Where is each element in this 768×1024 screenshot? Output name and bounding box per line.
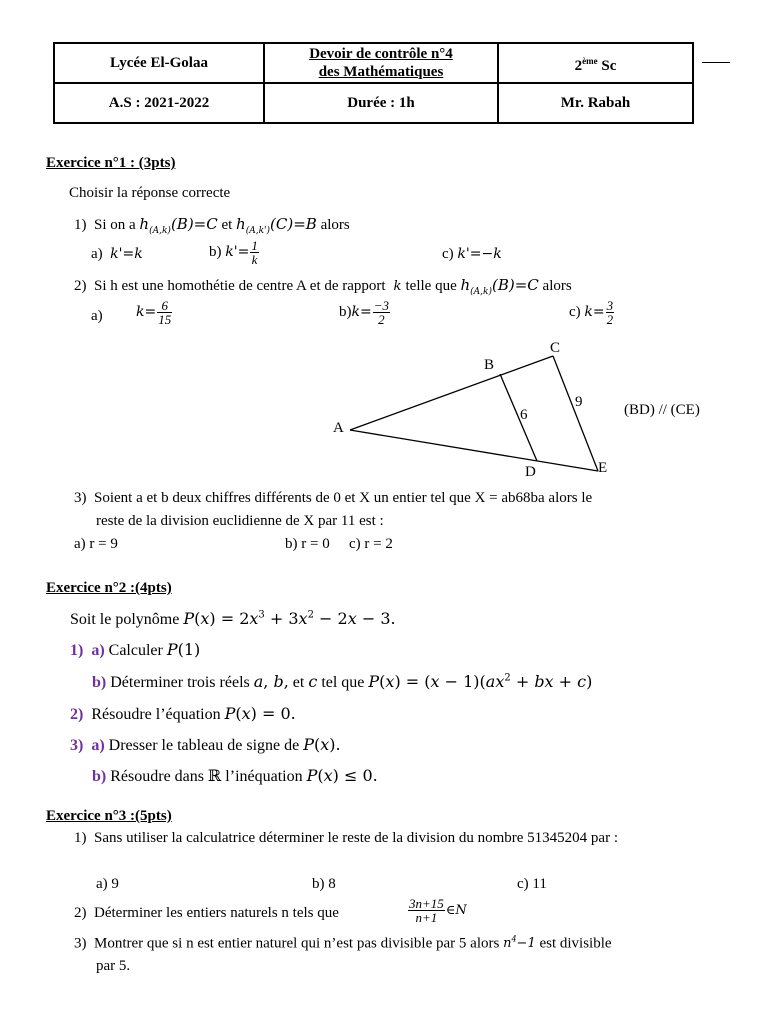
ex1-q2-option-b: b)k= $\frac{-3}{2}$ <box>339 298 389 327</box>
ex1-q3-line1: 3) Soient a et b deux chiffres différents de 0 et X un entier tel que X = ab68ba alors le <box>74 490 593 506</box>
point-E-label: E <box>598 460 608 476</box>
ex3-q1-option-c: c) 11 <box>517 876 547 892</box>
segment-BD <box>500 374 537 461</box>
ex1-q2-option-c: c) k= $\frac{3}{2}$ <box>569 298 614 327</box>
point-C-label: C <box>550 340 561 356</box>
length-CE-label: 9 <box>575 394 583 410</box>
ex3-q2-fraction: $\frac{3n+15}{n+1}$ ∈N <box>409 896 467 925</box>
ex1-q1-option-b: b) k'= $\frac{1}{k}$ <box>209 238 258 267</box>
ex2-intro: Soit le polynôme $P(x) = 2x^3 + 3x^2 - 2x - 3$. <box>70 609 396 628</box>
teacher-name: Mr. Rabah <box>498 83 693 123</box>
ex3-q3-line2: par 5. <box>96 958 131 974</box>
point-B-label: B <box>484 357 495 373</box>
ex3-q2: 2) Déterminer les entiers naturels n tels que <box>74 905 339 921</box>
ex1-title: Exercice n°1 : (3pts) <box>46 155 176 171</box>
class-level: 2ème Sc <box>498 43 693 83</box>
school-name: Lycée El-Golaa <box>54 43 264 83</box>
ex1-q3-option-c: c) r = 2 <box>349 536 393 552</box>
ex1-q1-option-c: c) k'=−k <box>442 246 502 262</box>
exam-title-line2: des Mathématiques <box>318 64 444 80</box>
ex3-title: Exercice n°3 :(5pts) <box>46 808 172 824</box>
ex1-q2: 2) Si h est une homothétie de centre A et de rapport k telle que $h_{(A,k)}(B)=C$ alors <box>74 276 572 297</box>
ex1-q2-option-a: a) <box>91 308 103 324</box>
school-year: A.S : 2021-2022 <box>54 83 264 123</box>
ex2-q1b: b) Déterminer trois réels a, b, et c tel que $P(x) = (x - 1)(ax^2$ + bx + c) <box>92 672 593 691</box>
ex3-q1: 1) Sans utiliser la calculatrice déterminer le reste de la division du nombre 51345204 par : <box>74 830 619 846</box>
ex1-q3-option-b: b) r = 0 <box>285 536 330 552</box>
ex1-q2-option-a-value: k= $\frac{6}{15}$ <box>136 298 172 327</box>
segment-CE <box>553 356 598 471</box>
ex3-q1-option-b: b) 8 <box>312 876 336 892</box>
parallel-note: (BD) // (CE) <box>624 402 700 418</box>
point-A-label: A <box>333 420 344 436</box>
ex3-q1-option-a: a) 9 <box>96 876 119 892</box>
ex2-q1a: 1) a) Calculer P(1) <box>70 640 201 659</box>
point-D-label: D <box>525 464 536 480</box>
length-BD-label: 6 <box>520 407 528 423</box>
segment-AE <box>350 430 598 471</box>
ex2-q3a: 3) a) Dresser le tableau de signe de P(x). <box>70 735 341 754</box>
ex1-q3-line2: reste de la division euclidienne de X par 11 est : <box>96 513 384 529</box>
ex1-q3-option-a: a) r = 9 <box>74 536 118 552</box>
ex1-q1-option-a: a) k'=k <box>91 246 143 262</box>
ex2-q2: 2) Résoudre l’équation P(x) = 0. <box>70 704 296 723</box>
ex2-title: Exercice n°2 :(4pts) <box>46 580 172 596</box>
ex2-q3b: b) Résoudre dans ℝ l’inéquation P(x) ≤ 0. <box>92 766 378 785</box>
ex1-q1: 1) Si on a $h_{(A,k)}(B)=C$ et $h_{(A,k')}(C)=B$ alors <box>74 215 350 236</box>
exam-duration: Durée : 1h <box>264 83 498 123</box>
ex3-q3-line1: 3) Montrer que si n est entier naturel qui n’est pas divisible par 5 alors $n^4-1$ est divisible <box>74 935 612 952</box>
ex1-intro: Choisir la réponse correcte <box>69 185 231 201</box>
exam-title-line1: Devoir de contrôle n°4 <box>309 46 453 62</box>
